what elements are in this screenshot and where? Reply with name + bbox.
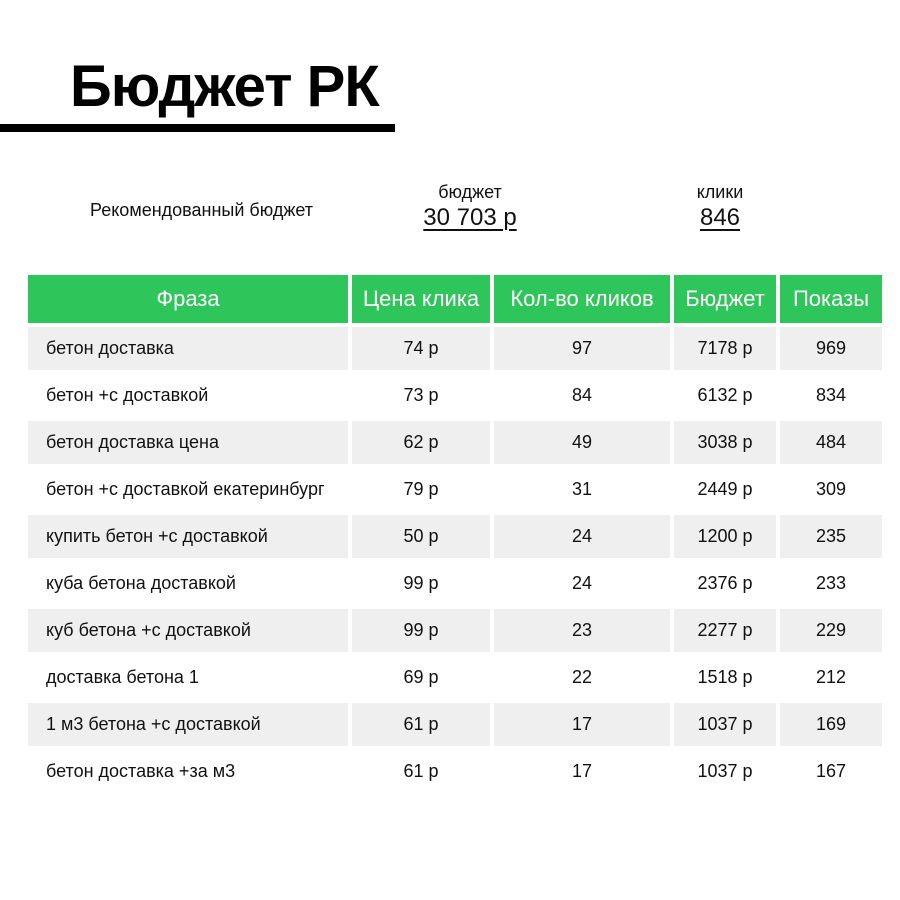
row-phrase: 1 м3 бетона +с доставкой: [28, 703, 348, 746]
row-phrase: куба бетона доставкой: [28, 562, 348, 605]
row-budget: 1200 р: [674, 515, 776, 558]
table-row: [28, 562, 882, 605]
header-click-count: Кол-во кликов: [494, 275, 670, 323]
header-click-price: Цена клика: [352, 275, 490, 323]
row-views: 233: [780, 562, 882, 605]
row-views: 229: [780, 609, 882, 652]
clicks-summary: [670, 181, 770, 233]
row-phrase: доставка бетона 1: [28, 656, 348, 699]
row-click-price: 74 р: [352, 327, 490, 370]
table-row: [28, 421, 882, 464]
budget-summary: [420, 181, 520, 233]
budget-total-value: 30 703 р: [423, 204, 517, 231]
row-click-price: 61 р: [352, 750, 490, 793]
row-budget: 1518 р: [674, 656, 776, 699]
row-click-count: 97: [494, 327, 670, 370]
row-views: 212: [780, 656, 882, 699]
row-views: 167: [780, 750, 882, 793]
table-row: [28, 750, 882, 793]
header-phrase: Фраза: [28, 275, 348, 323]
clicks-caption: клики: [696, 182, 744, 202]
row-click-price: 99 р: [352, 609, 490, 652]
row-budget: 1037 р: [674, 750, 776, 793]
table-body: [28, 327, 882, 793]
row-views: 834: [780, 374, 882, 417]
row-click-count: 31: [494, 468, 670, 511]
clicks-total-value: 846: [699, 204, 741, 231]
row-views: 235: [780, 515, 882, 558]
row-views: 969: [780, 327, 882, 370]
row-budget: 2449 р: [674, 468, 776, 511]
row-budget: 2277 р: [674, 609, 776, 652]
row-budget: 6132 р: [674, 374, 776, 417]
table-row: [28, 703, 882, 746]
row-click-count: 24: [494, 562, 670, 605]
row-phrase: купить бетон +с доставкой: [28, 515, 348, 558]
row-click-count: 17: [494, 703, 670, 746]
keyword-table: [24, 271, 886, 797]
row-budget: 1037 р: [674, 703, 776, 746]
row-click-price: 62 р: [352, 421, 490, 464]
table-header-row: [28, 275, 882, 323]
row-click-price: 73 р: [352, 374, 490, 417]
row-click-count: 22: [494, 656, 670, 699]
table-row: [28, 468, 882, 511]
row-views: 484: [780, 421, 882, 464]
table-row: [28, 515, 882, 558]
row-click-count: 24: [494, 515, 670, 558]
table-row: [28, 656, 882, 699]
row-phrase: куб бетона +с доставкой: [28, 609, 348, 652]
row-phrase: бетон +с доставкой: [28, 374, 348, 417]
row-click-count: 17: [494, 750, 670, 793]
page-title: Бюджет РК: [70, 54, 379, 119]
row-budget: 7178 р: [674, 327, 776, 370]
row-click-count: 49: [494, 421, 670, 464]
row-click-count: 23: [494, 609, 670, 652]
row-phrase: бетон доставка цена: [28, 421, 348, 464]
row-phrase: бетон доставка +за м3: [28, 750, 348, 793]
row-click-count: 84: [494, 374, 670, 417]
row-click-price: 69 р: [352, 656, 490, 699]
title-underline-bar: [0, 124, 395, 132]
row-budget: 2376 р: [674, 562, 776, 605]
row-phrase: бетон доставка: [28, 327, 348, 370]
row-click-price: 99 р: [352, 562, 490, 605]
header-budget: Бюджет: [674, 275, 776, 323]
header-views: Показы: [780, 275, 882, 323]
recommended-budget-label: Рекомендованный бюджет: [90, 200, 314, 220]
row-click-price: 61 р: [352, 703, 490, 746]
row-views: 309: [780, 468, 882, 511]
table-row: [28, 327, 882, 370]
table-row: [28, 609, 882, 652]
row-click-price: 50 р: [352, 515, 490, 558]
row-phrase: бетон +с доставкой екатеринбург: [28, 468, 348, 511]
budget-caption: бюджет: [438, 182, 502, 202]
row-click-price: 79 р: [352, 468, 490, 511]
row-views: 169: [780, 703, 882, 746]
table-row: [28, 374, 882, 417]
row-budget: 3038 р: [674, 421, 776, 464]
